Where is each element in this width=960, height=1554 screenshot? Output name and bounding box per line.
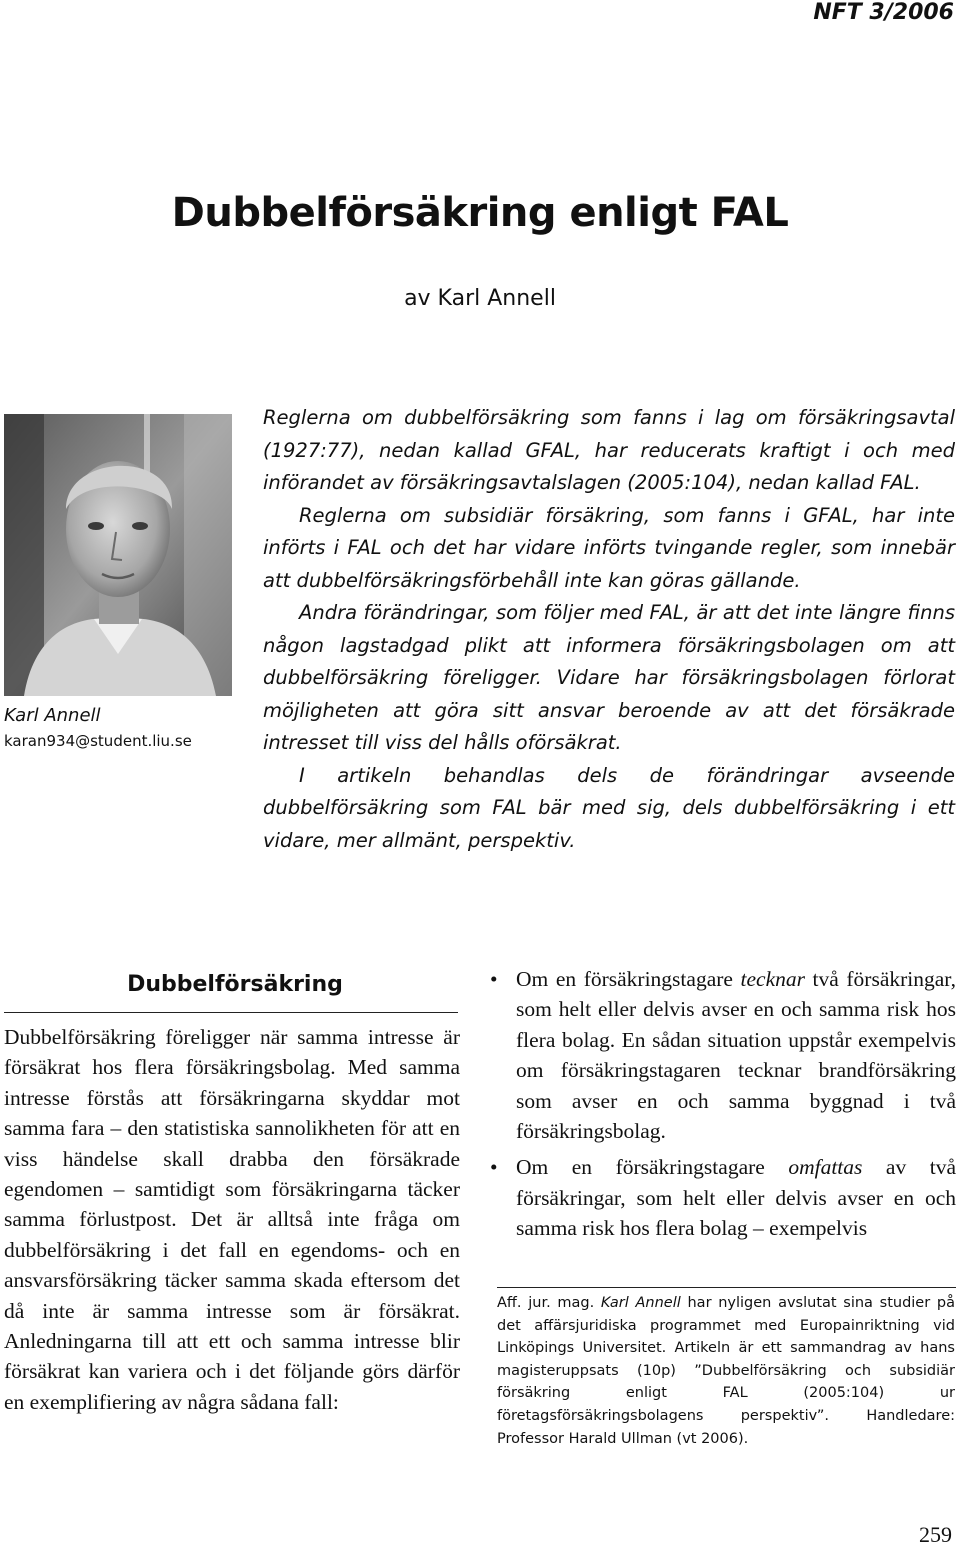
bullet-dot-icon: • (490, 1155, 498, 1180)
footnote-author-name: Karl Annell (600, 1295, 681, 1311)
author-footnote (497, 1292, 955, 1450)
section-rule (4, 1012, 458, 1013)
abstract-paragraph: Reglerna om dubbelförsäkring som fanns i lag om försäkringsavtal (1927:77), nedan kallad GFAL, har reducerats kraftigt i och med införandet av försäkringsavtalslagen (2005:104), nedan kallad FAL. (263, 406, 955, 494)
footnote-paragraph (497, 1292, 955, 1450)
list-item-text-start: Om en försäkringstagare (516, 1155, 789, 1180)
abstract-paragraph: Andra förändringar, som följer med FAL, är att det inte längre finns någon lagstadgad plikt att informera försäkringsbolagen om att dubbelförsäkring föreligger. Vidare har försäkringsbolagen förlorat möjligheten att göra sitt ansvar beroende av att det försäkrade intresset till viss del hålls oförsäkrat. (263, 601, 955, 754)
portrait-illustration (4, 414, 232, 696)
list-item-text-end: av två försäkringar, som helt eller delvis avser en och samma risk hos flera bolag – exempelvis (516, 1155, 956, 1241)
article-title: Dubbelförsäkring enligt FAL (171, 190, 789, 236)
list-item-emphasis: tecknar (740, 967, 805, 991)
list-item (490, 1152, 956, 1243)
author-portrait-photo (4, 414, 232, 696)
abstract-paragraph: Reglerna om subsidiär försäkring, som fanns i GFAL, har inte införts i FAL och det har vidare införts tvingande regler, som innebär att dubbelförsäkringsförbehåll inte kan göras gällande. (263, 503, 955, 592)
abstract-paragraph: I artikeln behandlas dels de förändringar avseende dubbelförsäkring som FAL bär med sig, dels dubbelförsäkring i ett vidare, mer allmänt, perspektiv. (263, 763, 955, 852)
list-item (490, 964, 956, 1146)
section-paragraph: Dubbelförsäkring föreligger när samma intresse är försäkrat hos flera försäkringsbolag. Med samma intresse förstås att försäkringarna skyddar mot samma fara – den statistiska sannolikheten för att en viss händelse skall drabba den försäkrade egendomen – samtidigt som försäkringarna täcker samma förlustpost. Det är alltså inte fråga om dubbelförsäkring i det fall en egendoms- och en ansvarsförsäkring täcker samma skada eftersom det då inte är samma intresse som är försäkrat. Anledningarna till att ett och samma intresse blir försäkrat kan variera och i det följande görs därför en exemplifiering av några sådana fall: (4, 1025, 460, 1414)
abstract (263, 402, 955, 857)
author-email: karan934@student.liu.se (4, 732, 192, 750)
bullet-list-column (490, 964, 956, 1250)
list-item-text-end: två försäkringar, som helt eller delvis avser en och samma risk hos flera bolag. En sådan situation uppstår exempelvis om försäkringstagaren tecknar brandförsäkring som avser en och samma byggnad i två försäkringsbolag. (516, 967, 956, 1144)
journal-issue: NFT 3/2006 (813, 0, 954, 25)
section-heading: Dubbelförsäkring (127, 972, 343, 997)
footnote-rule (497, 1287, 956, 1288)
author-name: Karl Annell (4, 705, 101, 726)
section-body (4, 1022, 460, 1417)
article-byline: av Karl Annell (404, 286, 556, 311)
bullet-dot-icon: • (490, 967, 498, 991)
footnote-text: har nyligen avslutat sina studier på det affärsjuridiska programmet med Europainriktning vid Linköpings Universitet. Artikeln är ett sammandrag av hans magisteruppsats (10p) ”Dubbelförsäkring och subsidiär försäkring enligt FAL (2005:104) ur företagsförsäkringsbolagens perspektiv”. Handledare: Professor Harald Ullman (vt 2006). (497, 1295, 955, 1447)
bullet-list (490, 964, 956, 1244)
footnote-lead: Aff. jur. mag. (497, 1295, 601, 1311)
list-item-emphasis: omfattas (788, 1155, 863, 1180)
list-item-text-start: Om en försäkringstagare (516, 967, 741, 991)
page-number: 259 (919, 1522, 952, 1547)
